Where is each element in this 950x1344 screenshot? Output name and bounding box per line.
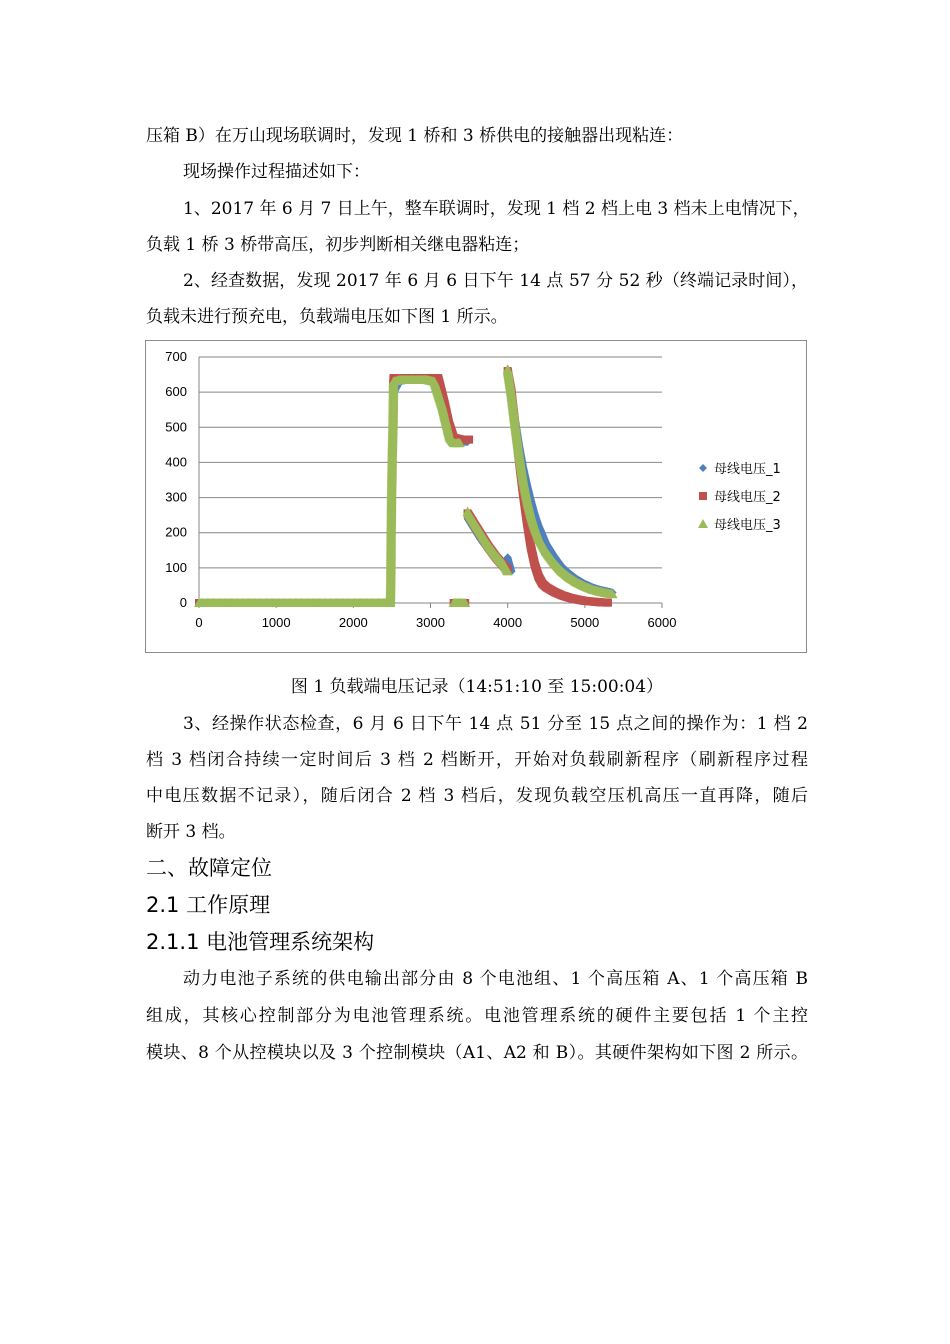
x-tick-label: 4000 — [493, 615, 523, 630]
subsection-heading: 2.1 工作原理 — [146, 893, 271, 917]
y-tick-label: 700 — [165, 349, 187, 364]
x-tick-label: 6000 — [647, 615, 677, 630]
paragraph-line: 档 3 档闭合持续一定时间后 3 档 2 档断开，开始对负载刷新程序（刷新程序过程 — [146, 750, 808, 770]
paragraph-line: 3、经操作状态检查，6 月 6 日下午 14 点 51 分至 15 点之间的操作为：1 档 2 — [183, 714, 808, 734]
paragraph-line: 动力电池子系统的供电输出部分由 8 个电池组、1 个高压箱 A、1 个高压箱 B — [183, 969, 808, 989]
x-tick-label: 5000 — [570, 615, 600, 630]
paragraph-line: 负载未进行预充电，负载端电压如下图 1 所示。 — [146, 307, 508, 327]
legend-label: 母线电压_2 — [714, 490, 781, 505]
paragraph-line: 2、经查数据，发现 2017 年 6 月 6 日下午 14 点 57 分 52 秒（终端记录时间）， — [183, 271, 808, 291]
paragraph-line: 负载 1 桥 3 桥带高压，初步判断相关继电器粘连； — [146, 235, 530, 255]
figure-caption: 图 1 负载端电压记录（14:51:10 至 15:00:04） — [290, 677, 664, 697]
data-point — [604, 599, 612, 607]
section-heading: 二、故障定位 — [146, 856, 272, 880]
paragraph-line: 1、2017 年 6 月 7 日上午，整车联调时，发现 1 档 2 档上电 3 档未上电情况下， — [183, 199, 810, 219]
voltage-chart — [145, 340, 807, 653]
legend-marker — [699, 464, 707, 472]
paragraph-line: 组成，其核心控制部分为电池管理系统。电池管理系统的硬件主要包括 1 个主控 — [146, 1006, 808, 1026]
paragraph-line: 压箱 B）在万山现场联调时，发现 1 桥和 3 桥供电的接触器出现粘连： — [146, 126, 684, 146]
y-tick-label: 300 — [165, 489, 187, 505]
y-tick-label: 500 — [165, 419, 187, 435]
x-tick-label: 2000 — [338, 615, 368, 630]
data-point — [465, 436, 473, 444]
voltage-chart-svg — [146, 341, 806, 652]
x-tick-label: 0 — [195, 615, 203, 630]
legend-marker — [699, 492, 707, 500]
y-tick-label: 600 — [165, 384, 187, 400]
y-tick-label: 0 — [179, 595, 187, 610]
subsubsection-heading: 2.1.1 电池管理系统架构 — [146, 930, 375, 954]
y-tick-label: 100 — [165, 559, 187, 575]
paragraph-line: 模块、8 个从控模块以及 3 个控制模块（A1、A2 和 B）。其硬件架构如下图 2 所示。 — [146, 1043, 808, 1063]
x-tick-label: 1000 — [261, 615, 291, 630]
legend-label: 母线电压_3 — [714, 518, 781, 533]
paragraph-line: 中电压数据不记录），随后闭合 2 档 3 档后，发现负载空压机高压一直再降，随后 — [146, 786, 808, 806]
paragraph-line: 断开 3 档。 — [146, 822, 236, 842]
y-tick-label: 400 — [165, 454, 187, 470]
y-tick-label: 200 — [165, 524, 187, 540]
paragraph-line: 现场操作过程描述如下： — [183, 162, 370, 182]
legend-marker — [698, 519, 708, 528]
x-tick-label: 3000 — [416, 615, 445, 630]
legend-label: 母线电压_1 — [714, 462, 781, 477]
